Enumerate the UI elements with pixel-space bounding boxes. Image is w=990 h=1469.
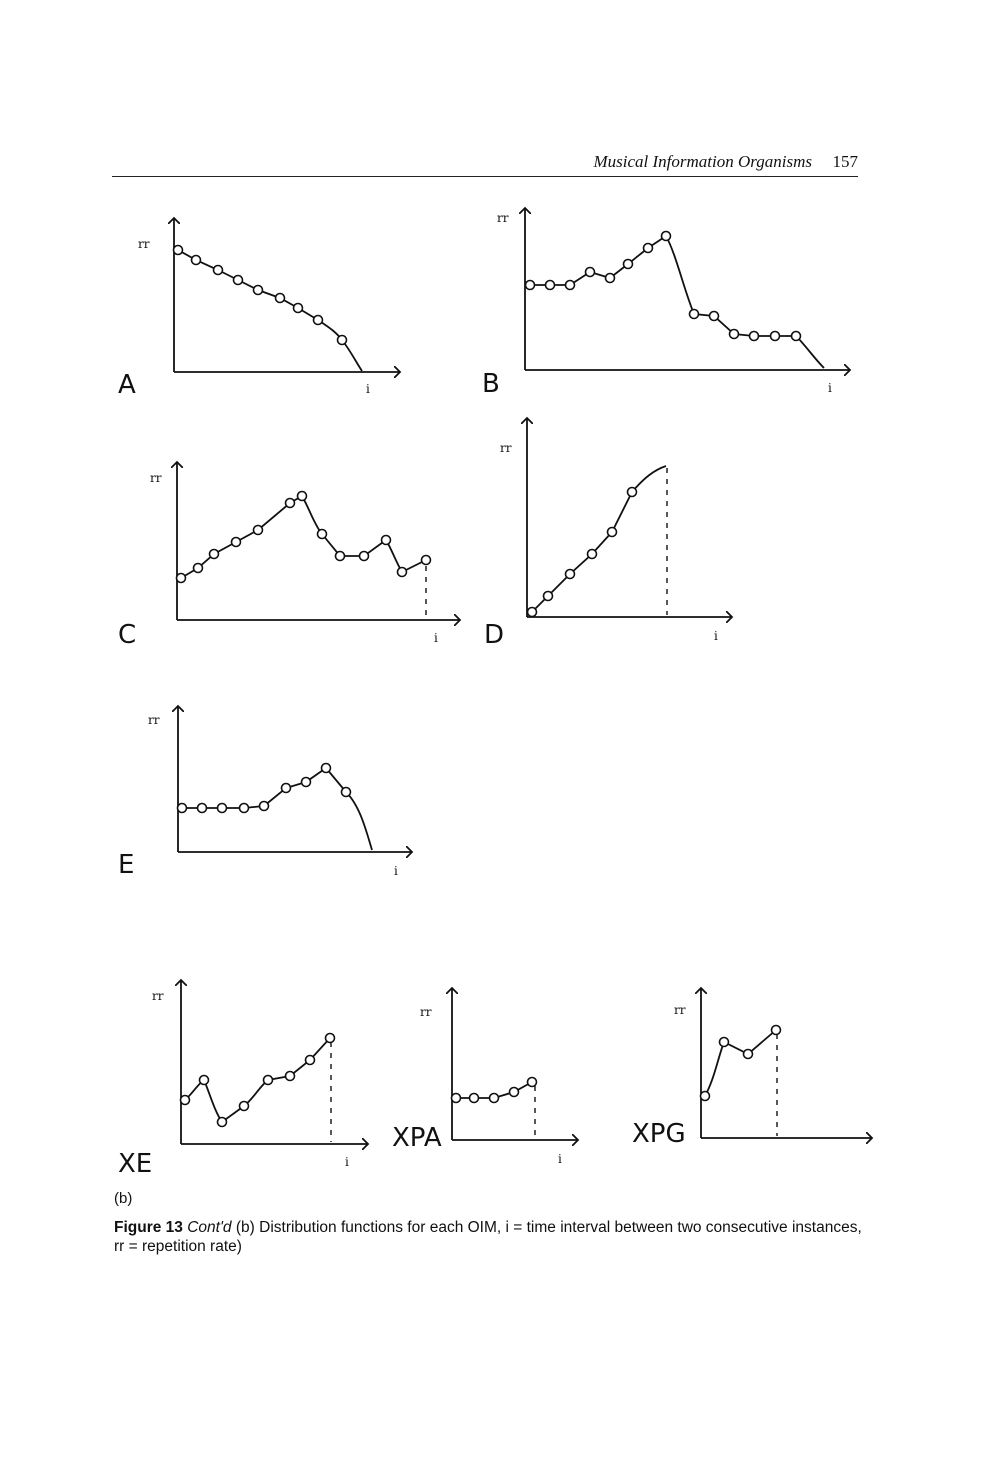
caption-text: (b) Distribution functions for each OIM, i = time interval between two consecutive instances, rr = repetition rate) xyxy=(114,1219,862,1255)
panel-D-points xyxy=(528,488,637,617)
panel-C-letter: C xyxy=(118,620,137,650)
subfigure-label: (b) xyxy=(114,1190,133,1207)
panel-C-points xyxy=(177,492,431,583)
panel-XPA-letter: XPA xyxy=(392,1123,442,1153)
panel-XE-x-label: i xyxy=(345,1155,349,1169)
panel-E xyxy=(178,706,413,852)
panel-D-letter: D xyxy=(484,620,505,650)
panel-XPG-y-label: rr xyxy=(674,1003,686,1017)
panel-A xyxy=(174,218,401,372)
panel-D xyxy=(527,418,732,617)
panel-A-curve xyxy=(178,250,362,371)
caption-figure-label: Figure 13 xyxy=(114,1219,183,1236)
panel-B-curve xyxy=(530,236,824,368)
panel-E-x-label: i xyxy=(394,864,398,878)
panel-D-x-label: i xyxy=(714,629,718,643)
panel-XE-points xyxy=(181,1034,335,1127)
panel-XE xyxy=(181,980,369,1144)
panel-E-letter: E xyxy=(118,850,135,880)
panel-B-letter: B xyxy=(482,369,500,399)
panel-A-points xyxy=(174,246,347,345)
panel-E-curve xyxy=(182,768,372,850)
panel-XE-y-label: rr xyxy=(152,989,164,1003)
panel-C-x-label: i xyxy=(434,631,438,645)
panel-A-x-label: i xyxy=(366,382,370,396)
panel-A-letter: A xyxy=(118,370,136,400)
caption-contd: Cont'd xyxy=(187,1219,232,1236)
figure-caption xyxy=(114,1218,864,1256)
panel-B-x-label: i xyxy=(828,381,832,395)
panel-XPA xyxy=(452,988,579,1140)
panel-XPG-letter: XPG xyxy=(632,1119,686,1149)
page-number: 157 xyxy=(832,152,858,171)
panel-B-y-label: rr xyxy=(497,211,509,225)
panel-D-y-label: rr xyxy=(500,441,512,455)
panel-B-points xyxy=(526,232,801,341)
panel-C xyxy=(177,462,461,620)
panel-XPG-curve xyxy=(705,1030,776,1096)
panel-XE-letter: XE xyxy=(118,1149,153,1179)
panel-XPA-y-label: rr xyxy=(420,1005,432,1019)
panel-XPA-x-label: i xyxy=(558,1152,562,1166)
panel-E-y-label: rr xyxy=(148,713,160,727)
panel-C-y-label: rr xyxy=(150,471,162,485)
panel-E-points xyxy=(178,764,351,813)
panel-B xyxy=(525,208,850,370)
panel-XPG xyxy=(701,988,873,1138)
panel-D-curve xyxy=(532,466,666,612)
panel-A-y-label: rr xyxy=(138,237,150,251)
running-head-title: Musical Information Organisms xyxy=(593,152,812,171)
